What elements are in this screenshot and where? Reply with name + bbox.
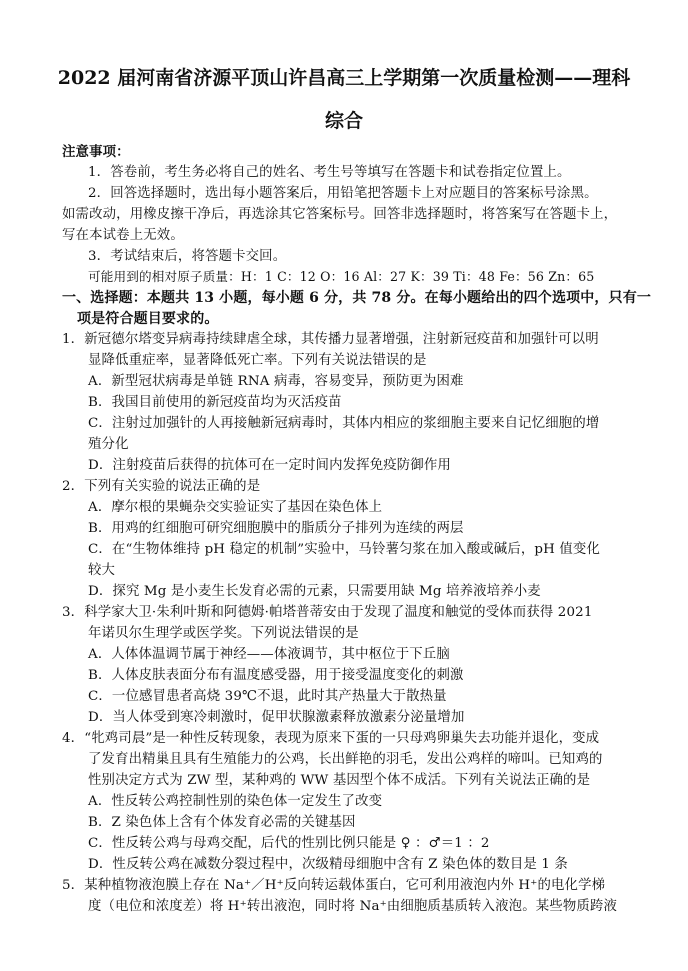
question-1-option-d: D．注射疫苗后获得的抗体可在一定时间内发挥免疫防御作用 xyxy=(88,458,451,473)
question-2-option-d: D．探究 Mg 是小麦生长发育必需的元素，只需要用缺 Mg 培养液培养小麦 xyxy=(88,584,541,599)
question-3-option-d: D．当人体受到寒冷刺激时，促甲状腺激素释放激素分泌量增加 xyxy=(88,710,465,725)
question-4-stem: 4．“牝鸡司晨”是一种性反转现象，表现为原来下蛋的一只母鸡卵巢失去功能并退化，变成 xyxy=(62,731,600,746)
note-item: 2．回答选择题时，选出每小题答案后，用铅笔把答题卡上对应题目的答案标号涂黑。 xyxy=(88,186,598,201)
question-4-option-a: A．性反转公鸡控制性别的染色体一定发生了改变 xyxy=(88,794,383,809)
question-4-stem: 了发育出精巢且具有生殖能力的公鸡，长出鲜艳的羽毛，发出公鸡样的啼叫。已知鸡的 xyxy=(88,752,603,767)
question-2-option-a: A．摩尔根的果蝇杂交实验证实了基因在染色体上 xyxy=(88,500,383,515)
question-3-option-a: A．人体体温调节属于神经——体液调节，其中枢位于下丘脑 xyxy=(88,647,450,662)
question-3-option-c: C．一位感冒患者高烧 39℃不退，此时其产热量大于散热量 xyxy=(88,689,447,704)
question-2-option-b: B．用鸡的红细胞可研究细胞膜中的脂质分子排列为连续的两层 xyxy=(88,521,464,536)
exam-title-line1: 2022 届河南省济源平顶山许昌高三上学期第一次质量检测——理科 xyxy=(57,67,631,89)
question-1-option-a: A．新型冠状病毒是单链 RNA 病毒，容易变异，预防更为困难 xyxy=(88,374,464,389)
question-2-stem: 2．下列有关实验的说法正确的是 xyxy=(62,479,261,494)
question-1-stem: 显降低重症率，显著降低死亡率。下列有关说法错误的是 xyxy=(88,353,427,368)
question-1-option-c: C．注射过加强针的人再接触新冠病毒时，其体内相应的浆细胞主要来自记忆细胞的增 xyxy=(88,416,600,431)
question-3-stem: 年诺贝尔生理学或医学奖。下列说法错误的是 xyxy=(88,626,359,641)
atomic-mass-line: 可能用到的相对原子质量：H：1 C：12 O：16 Al：27 K：39 Ti：48 Fe：56 Zn：65 xyxy=(88,269,595,284)
note-item: 3．考试结束后，将答题卡交回。 xyxy=(88,249,287,264)
question-4-option-d: D．性反转公鸡在减数分裂过程中，次级精母细胞中含有 Z 染色体的数目是 1 条 xyxy=(88,857,568,872)
question-4-stem: 性别决定方式为 ZW 型，某种鸡的 WW 基因型个体不成活。下列有关说法正确的是 xyxy=(88,773,591,788)
question-2-option-c-cont: 较大 xyxy=(88,563,116,578)
section-heading-line2: 项是符合题目要求的。 xyxy=(77,311,219,327)
question-2-option-c: C．在“生物体维持 pH 稳定的机制”实验中，马铃薯匀浆在加入酸或碱后，pH 值变化 xyxy=(88,542,601,557)
question-4-option-b: B．Z 染色体上含有个体发育必需的关键基因 xyxy=(88,815,356,830)
question-5-stem: 度（电位和浓度差）将 H⁺转出液泡，同时将 Na⁺由细胞质基质转入液泡。某些物质跨液 xyxy=(88,899,617,914)
question-1-option-b: B．我国目前使用的新冠疫苗均为灭活疫苗 xyxy=(88,395,342,410)
notes-heading: 注意事项： xyxy=(62,144,130,160)
section-heading-line1: 一、选择题：本题共 13 小题，每小题 6 分，共 78 分。在每小题给出的四个选项中，只有一 xyxy=(62,290,651,306)
question-3-option-b: B．人体皮肤表面分布有温度感受器，用于接受温度变化的刺激 xyxy=(88,668,464,683)
question-5-stem: 5．某种植物液泡膜上存在 Na⁺／H⁺反向转运载体蛋白，它可利用液泡内外 H⁺的电化学梯 xyxy=(62,878,606,893)
note-item: 如需改动，用橡皮擦干净后，再选涂其它答案标号。回答非选择题时，将答案写在答题卡上， xyxy=(62,207,618,222)
question-1-stem: 1．新冠德尔塔变异病毒持续肆虐全球，其传播力显著增强，注射新冠疫苗和加强针可以明 xyxy=(62,332,599,347)
note-item: 1．答卷前，考生务必将自己的姓名、考生号等填写在答题卡和试卷指定位置上。 xyxy=(88,165,571,180)
question-4-option-c: C．性反转公鸡与母鸡交配，后代的性别比例只能是 ♀ ：♂＝1 ：2 xyxy=(88,836,490,851)
note-item: 写在本试卷上无效。 xyxy=(62,228,184,243)
exam-title-line2: 综合 xyxy=(324,110,363,132)
question-3-stem: 3．科学家大卫·朱利叶斯和阿德姆·帕塔普蒂安由于发现了温度和触觉的受体而获得 2021 xyxy=(62,605,593,620)
question-1-option-c-cont: 殖分化 xyxy=(88,437,129,452)
